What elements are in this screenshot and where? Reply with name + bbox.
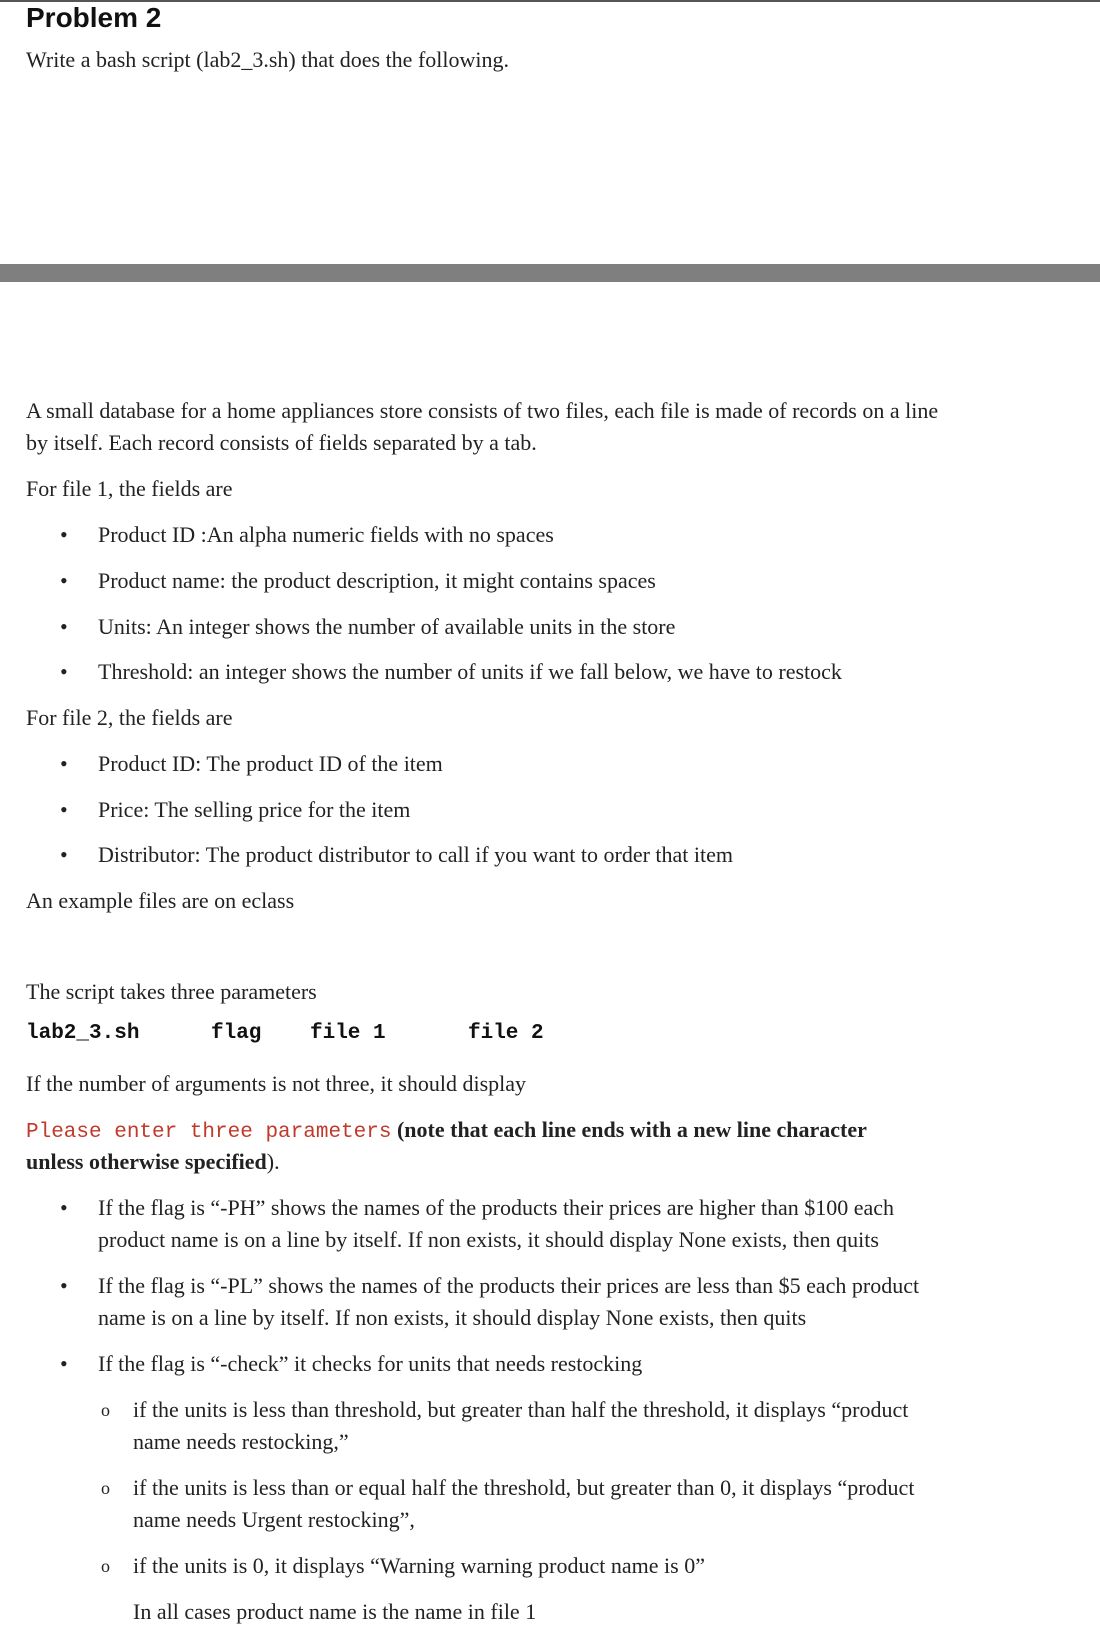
description-line-2: by itself. Each record consists of fields separated by a tab. [26, 430, 537, 455]
file2-field: Product ID: The product ID of the item [98, 751, 443, 776]
page-title: Problem 2 [26, 2, 162, 33]
file2-field: Distributor: The product distributor to call if you want to order that item [98, 842, 734, 867]
bullet-dot-icon: • [60, 1195, 68, 1220]
description-line-1: A small database for a home appliances store consists of two files, each file is made of records on a line [26, 398, 939, 423]
flag-pl-line-1: If the flag is “-PL” shows the names of the products their prices are less than $5 each product [98, 1273, 920, 1298]
check-rule-1-line-1: if the units is less than threshold, but greater than half the threshold, it displays “product [133, 1397, 909, 1422]
file1-field: Units: An integer shows the number of available units in the store [98, 614, 676, 639]
flag-ph-line-1: If the flag is “-PH” shows the names of the products their prices are higher than $100 each [98, 1195, 895, 1220]
note-text-1: (note that each line ends with a new line character [396, 1117, 867, 1142]
intro-text: Write a bash script (lab2_3.sh) that does the following. [26, 47, 510, 72]
flag-ph-line-2: product name is on a line by itself. If non exists, it should display None exists, then quits [98, 1227, 879, 1252]
file2-heading: For file 2, the fields are [26, 705, 233, 730]
args-note: If the number of arguments is not three, it should display [26, 1071, 527, 1096]
bullet-dot-icon: • [60, 568, 68, 593]
check-rule-3: if the units is 0, it displays “Warning warning product name is 0” [133, 1553, 705, 1578]
section-divider [0, 264, 1100, 282]
command-file2: file 2 [468, 1022, 544, 1045]
hollow-circle-icon: o [101, 1478, 110, 1498]
flag-check-line-1: If the flag is “-check” it checks for units that needs restocking [98, 1351, 643, 1376]
bullet-dot-icon: • [60, 1351, 68, 1376]
file1-field: Product ID :An alpha numeric fields with no spaces [98, 522, 554, 547]
error-message: Please enter three parameters [26, 1121, 392, 1144]
command-file1: file 1 [310, 1022, 386, 1045]
bullet-dot-icon: • [60, 751, 68, 776]
command-flag: flag [211, 1022, 262, 1045]
flag-pl-line-2: name is on a line by itself. If non exists, it should display None exists, then quits [98, 1305, 807, 1330]
check-rule-2-line-2: name needs Urgent restocking”, [133, 1507, 415, 1532]
file1-heading: For file 1, the fields are [26, 476, 233, 501]
bullet-dot-icon: • [60, 842, 68, 867]
check-rule-2-line-1: if the units is less than or equal half the threshold, but greater than 0, it displays “product [133, 1475, 915, 1500]
bullet-dot-icon: • [60, 614, 68, 639]
error-note-line-2 [26, 1146, 280, 1178]
final-note: In all cases product name is the name in file 1 [133, 1599, 537, 1624]
note-text-2: unless otherwise specified [26, 1149, 267, 1174]
bullet-dot-icon: • [60, 659, 68, 684]
bullet-dot-icon: • [60, 797, 68, 822]
example-note: An example files are on eclass [26, 888, 295, 913]
bullet-dot-icon: • [60, 522, 68, 547]
bullet-dot-icon: • [60, 1273, 68, 1298]
note-close: ). [266, 1149, 280, 1174]
check-rule-1-line-2: name needs restocking,” [133, 1429, 349, 1454]
command-script: lab2_3.sh [26, 1022, 140, 1045]
hollow-circle-icon: o [101, 1400, 110, 1420]
file1-field: Product name: the product description, it might contains spaces [98, 568, 656, 593]
hollow-circle-icon: o [101, 1556, 110, 1576]
usage-intro: The script takes three parameters [26, 979, 317, 1004]
file1-field: Threshold: an integer shows the number of units if we fall below, we have to restock [98, 659, 842, 684]
top-border [0, 0, 1100, 2]
error-note-line-1 [26, 1114, 1086, 1149]
file2-field: Price: The selling price for the item [98, 797, 411, 822]
